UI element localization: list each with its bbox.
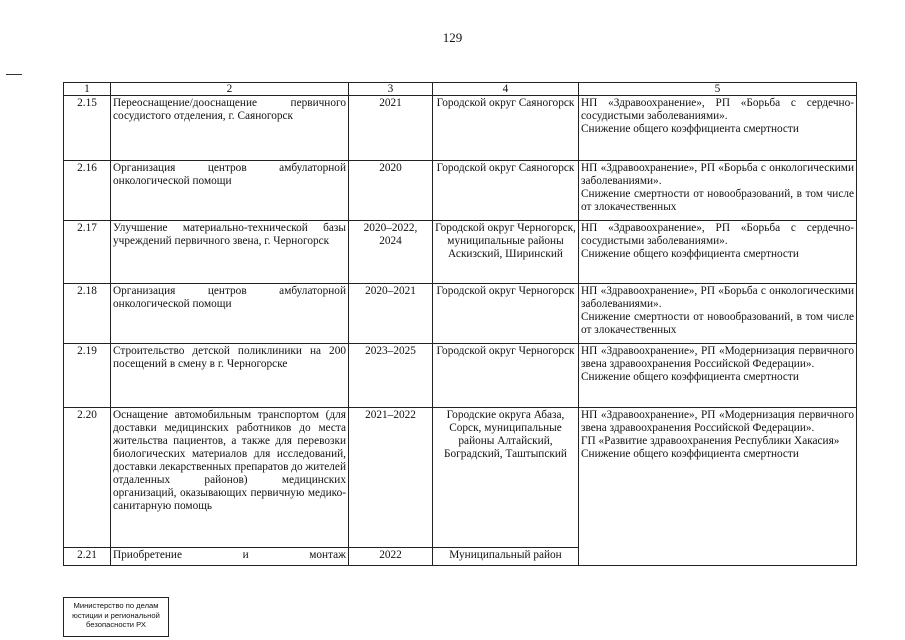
program-line: НП «Здравоохранение», РП «Модернизация первичного звена здравоохранения Российской Федерации». [581, 409, 854, 434]
row-number: 2.15 [64, 96, 111, 161]
table-row [64, 344, 857, 408]
page-number: 129 [442, 30, 463, 45]
header-cell-3: 3 [349, 83, 433, 96]
program-line: Снижение смертности от новообразований, в том числе от злокачественных [581, 188, 854, 213]
program-cell [579, 408, 857, 566]
program-line: Снижение общего коэффициента смертности [581, 123, 799, 135]
program-line: НП «Здравоохранение», РП «Модернизация первичного звена здравоохранения Российской Федерации». [581, 345, 854, 370]
program-line: Снижение общего коэффициента смертности [581, 371, 799, 383]
header-cell-4: 4 [433, 83, 579, 96]
program-line: НП «Здравоохранение», РП «Борьба с онкологическими заболеваниями». [581, 162, 854, 187]
territory: Городской округ Черногорск, муниципальные районы Аскизский, Ширинский [433, 221, 579, 284]
table-row [64, 284, 857, 344]
table-row [64, 161, 857, 221]
implementation-years: 2020–2021 [349, 284, 433, 344]
program-cell [579, 161, 857, 221]
stamp-line: безопасности РХ [86, 620, 146, 629]
row-number: 2.16 [64, 161, 111, 221]
table-row [64, 221, 857, 284]
measures-table [63, 82, 857, 566]
row-number: 2.20 [64, 408, 111, 548]
measure-name: Приобретение и монтаж [111, 548, 349, 566]
territory: Городской округ Саяногорск [433, 96, 579, 161]
stamp-line: юстиции и региональной [72, 610, 160, 620]
implementation-years: 2021–2022 [349, 408, 433, 548]
header-cell-5: 5 [579, 83, 857, 96]
table-row [64, 408, 857, 548]
implementation-years: 2022 [349, 548, 433, 566]
program-line: Снижение общего коэффициента смертности [581, 448, 799, 460]
measure-name: Переоснащение/дооснащение первичного сосудистого отделения, г. Саяногорск [111, 96, 349, 161]
row-number: 2.17 [64, 221, 111, 284]
program-cell [579, 344, 857, 408]
implementation-years: 2020 [349, 161, 433, 221]
measure-name: Оснащение автомобильным транспортом (для доставки медицинских работников до места жительства пациентов, а также для перевозки биологических материалов для исследований, доставки лекарственных препаратов до жителей отдаленных районов) медицинских организаций, оказывающих первичную медико-санитарную помощь [111, 408, 349, 548]
margin-mark [6, 74, 22, 75]
row-number: 2.18 [64, 284, 111, 344]
program-line: НП «Здравоохранение», РП «Борьба с сердечно-сосудистыми заболеваниями». [581, 97, 854, 122]
table-row [64, 96, 857, 161]
territory: Городской округ Черногорск [433, 284, 579, 344]
territory: Городские округа Абаза, Сорск, муниципальные районы Алтайский, Боградский, Таштыпский [433, 408, 579, 548]
measure-name: Строительство детской поликлиники на 200 посещений в смену в г. Черногорске [111, 344, 349, 408]
implementation-years: 2023–2025 [349, 344, 433, 408]
header-cell-2: 2 [111, 83, 349, 96]
measure-name: Улучшение материально-технической базы учреждений первичного звена, г. Черногорск [111, 221, 349, 284]
table-header-row [64, 83, 857, 96]
program-line: Снижение общего коэффициента смертности [581, 248, 799, 260]
measure-name: Организация центров амбулаторной онкологической помощи [111, 284, 349, 344]
header-cell-1: 1 [64, 83, 111, 96]
program-cell [579, 221, 857, 284]
program-line: НП «Здравоохранение», РП «Борьба с сердечно-сосудистыми заболеваниями». [581, 222, 854, 247]
program-cell [579, 96, 857, 161]
row-number: 2.21 [64, 548, 111, 566]
stamp-line: Министерство по делам [73, 601, 159, 610]
territory: Городской округ Саяногорск [433, 161, 579, 221]
territory: Муниципальный район [433, 548, 579, 566]
implementation-years: 2021 [349, 96, 433, 161]
program-line: ГП «Развитие здравоохранения Республики Хакасия» [581, 435, 840, 447]
ministry-stamp [63, 597, 169, 637]
program-line: НП «Здравоохранение», РП «Борьба с онкологическими заболеваниями». [581, 285, 854, 310]
implementation-years: 2020–2022, 2024 [349, 221, 433, 284]
program-cell [579, 284, 857, 344]
row-number: 2.19 [64, 344, 111, 408]
measure-name: Организация центров амбулаторной онкологической помощи [111, 161, 349, 221]
territory: Городской округ Черногорск [433, 344, 579, 408]
program-line: Снижение смертности от новообразований, в том числе от злокачественных [581, 311, 854, 336]
